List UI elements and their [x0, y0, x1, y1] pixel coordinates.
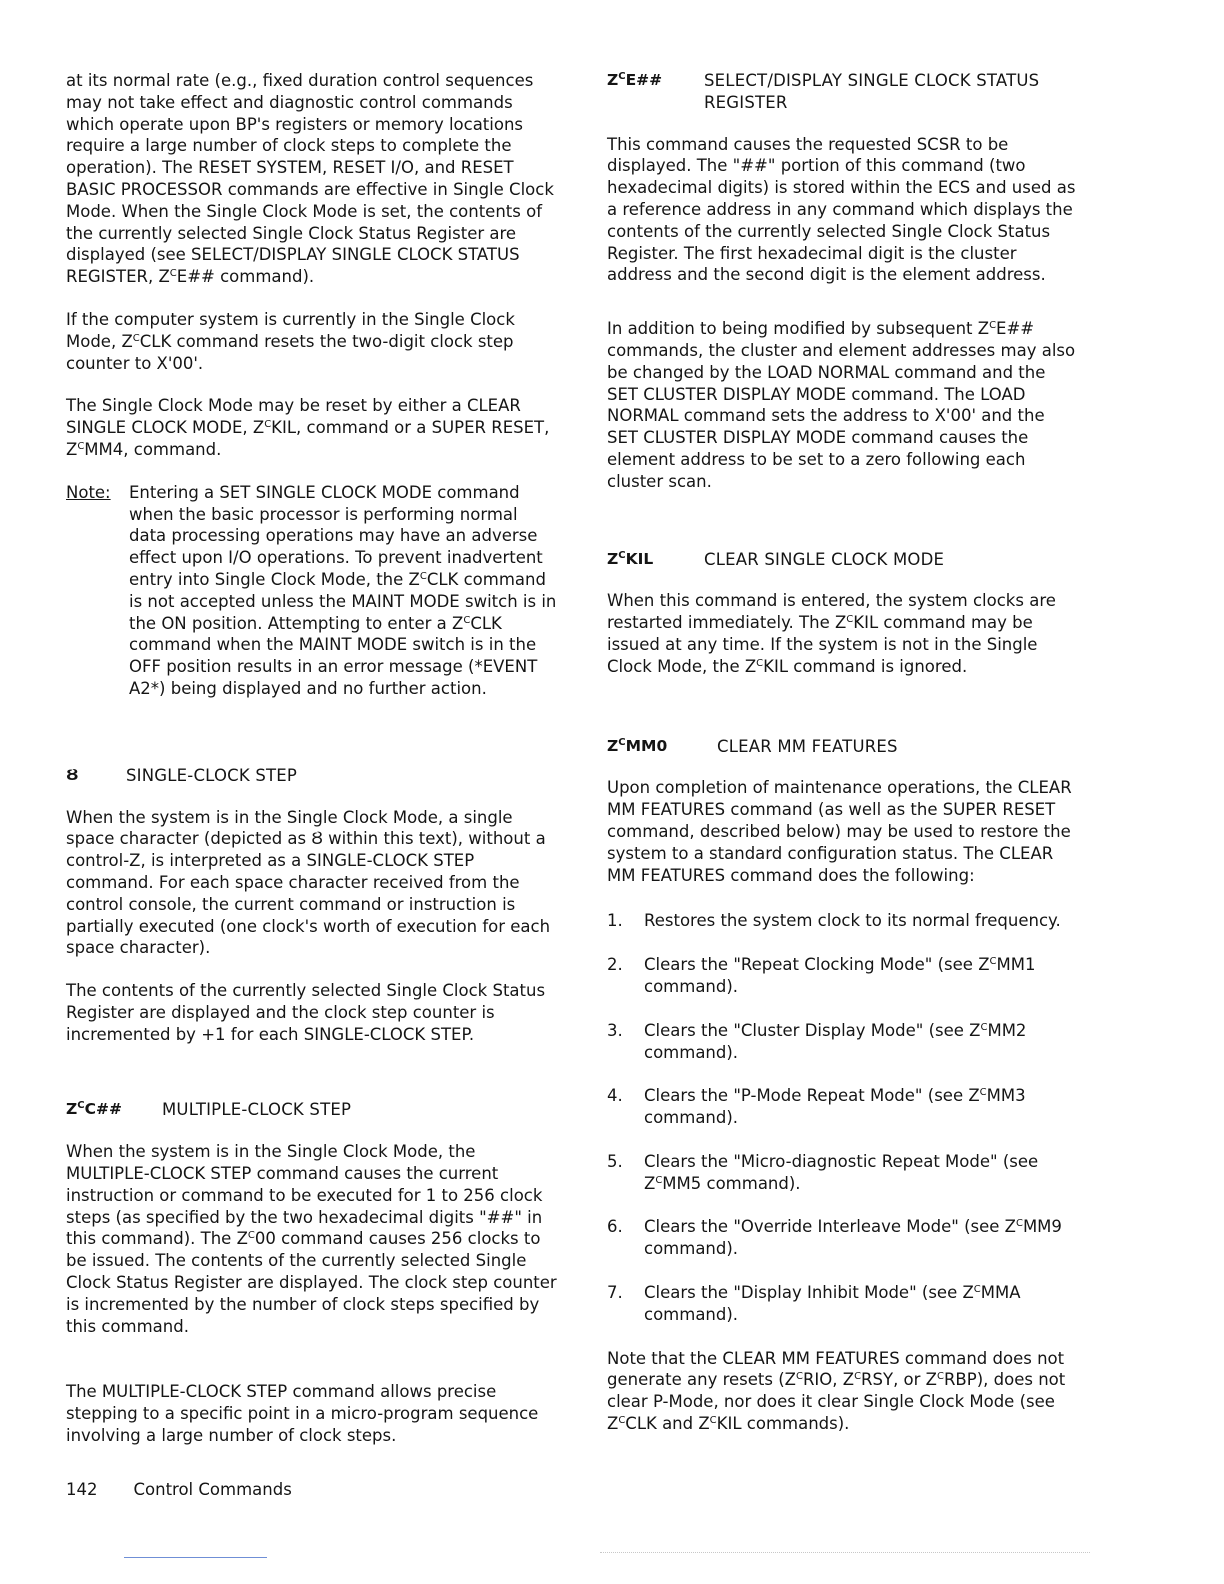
paragraph-multi-step-2: The MULTIPLE-CLOCK STEP command allows precise stepping to a specific point in a micro-program sequence involving a large number of clock steps.: [66, 1382, 539, 1446]
superscript: C: [979, 1087, 987, 1099]
text: RIO, Z: [802, 1370, 855, 1390]
text: E## command).: [176, 267, 315, 287]
paragraph-kil: [607, 590, 1077, 677]
superscript: C: [989, 956, 997, 968]
text: RBP), does not clear P-Mode, nor does it clear Single Clock Mode (see Z: [607, 1370, 1066, 1434]
text: CLK command when the MAINT MODE switch is in the OFF position results in an error message (*EVENT A2*) being displayed and no further action.: [129, 613, 538, 698]
item-text: [644, 1151, 1077, 1195]
item-text: [644, 1216, 1077, 1260]
item-number: 7.: [607, 1283, 623, 1303]
list-item: [607, 1151, 1077, 1195]
item-number: 5.: [607, 1151, 623, 1171]
kil-heading: [607, 549, 1077, 571]
text: Z: [607, 549, 619, 568]
item-number: 1.: [607, 911, 623, 931]
paragraph-multi-step-1: [66, 1141, 560, 1337]
text: MM5 command).: [662, 1173, 801, 1193]
list-item: [607, 1282, 1077, 1326]
superscript: C: [169, 268, 177, 280]
list-item: [607, 910, 1077, 932]
superscript: C: [618, 71, 626, 82]
superscript: C: [618, 736, 626, 748]
text: Clears the "Display Inhibit Mode" (see Z: [644, 1283, 974, 1303]
superscript: C: [854, 1371, 862, 1383]
superscript: C: [795, 1371, 803, 1383]
superscript: C: [973, 1284, 981, 1296]
paragraph-single-step-2: The contents of the currently selected Single Clock Status Register are displayed and the clock step counter is incremented by +1 for each SINGLE-CLOCK STEP.: [66, 981, 546, 1044]
item-number: 4.: [607, 1086, 623, 1106]
text: Z: [607, 71, 619, 89]
list-item: [607, 1085, 1077, 1129]
text: KIL command is ignored.: [763, 656, 968, 676]
superscript: C: [463, 614, 471, 626]
text: When this command is entered, the system clocks are restarted immediately. The Z: [607, 591, 1056, 633]
superscript: C: [77, 440, 85, 452]
mm0-feature-list: [607, 910, 1077, 1325]
divider: [124, 1557, 267, 1558]
text: KIL command may be issued at any time. If the system is not in the Single Clock Mode, the Z: [607, 613, 1038, 676]
text: In addition to being modified by subsequent Z: [607, 319, 990, 339]
text: CLK and Z: [625, 1414, 710, 1434]
left-column: [66, 70, 560, 1468]
paragraph-scsr-2: [607, 318, 1077, 492]
text: MM0: [625, 736, 668, 755]
text: 00 command causes 256 clocks to be issued. The contents of the currently selected Single Clock Status Register are displayed. The clock step counter is incremented by the number of clock steps specified by this command.: [66, 1229, 557, 1336]
note-label: Note:: [66, 482, 111, 502]
command-title: SELECT/DISPLAY SINGLE CLOCK STATUS REGISTER: [704, 71, 1040, 112]
list-item: [607, 1020, 1077, 1064]
superscript: C: [419, 570, 427, 582]
text: CLK command resets the two-digit clock step counter to X'00'.: [66, 331, 514, 373]
superscript: C: [980, 1021, 988, 1033]
note-block: [66, 482, 560, 700]
command-title: CLEAR MM FEATURES: [717, 736, 898, 756]
list-item: [607, 1216, 1077, 1260]
scan-artifact-divider: [600, 1552, 1090, 1553]
text: MM1 command).: [644, 955, 1036, 996]
item-text: [644, 954, 1077, 998]
paragraph-scsr-1: This command causes the requested SCSR to be displayed. The "##" portion of this command (two hexadecimal digits) is stored within the ECS and used as a reference address in any command which displays the contents of the currently selected Single Clock Status Register. The first hexadecimal digit is the cluster address and the second digit is the element address.: [607, 134, 1076, 285]
command-code: [607, 736, 717, 758]
item-text: [644, 1020, 1077, 1064]
paragraph-mm0-intro: Upon completion of maintenance operations, the CLEAR MM FEATURES command (as well as the SUPER RESET command, described below) may be used to restore the system to a standard configuration status. The CLEAR MM FEATURES command does the following:: [607, 778, 1072, 885]
section-name: Control Commands: [133, 1480, 292, 1499]
multiple-clock-step-heading: [66, 1099, 560, 1121]
note-text: [129, 482, 560, 700]
text: Z: [66, 1100, 78, 1119]
text: MM9 command).: [644, 1217, 1062, 1259]
text: Clears the "Cluster Display Mode" (see Z: [644, 1020, 981, 1040]
text: Clears the "Override Interleave Mode" (see Z: [644, 1217, 1016, 1237]
superscript: C: [247, 1230, 255, 1242]
command-code: [607, 549, 704, 571]
superscript: C: [756, 657, 764, 669]
text: If the computer system is currently in the Single Clock Mode, Z: [66, 309, 515, 351]
superscript: C: [264, 419, 272, 431]
text: Z: [607, 736, 619, 755]
item-text: [644, 1282, 1077, 1326]
superscript: C: [132, 332, 140, 344]
command-code: [66, 1099, 162, 1121]
item-number: 3.: [607, 1020, 623, 1040]
text: KIL commands).: [716, 1414, 850, 1434]
superscript: C: [655, 1174, 663, 1186]
text: C##: [84, 1100, 122, 1119]
paragraph-single-step-1: When the system is in the Single Clock Mode, a single space character (depicted as Ȣ within this text), without a control-Z, is interpreted as a SINGLE-CLOCK STEP command. For each space character received from the control console, the current command or instruction is partially executed (one clock's worth of execution for each space character).: [66, 807, 551, 958]
command-code: Ȣ: [66, 765, 79, 784]
superscript: C: [1015, 1218, 1023, 1230]
paragraph-single-clock-intro: [66, 70, 560, 288]
paragraph-clk-reset: [66, 309, 560, 374]
text: E## commands, the cluster and element addresses may also be changed by the LOAD NORMAL command and the SET CLUSTER DISPLAY MODE command. The LOAD NORMAL command sets the address to X'00' and the SET CLUSTER DISPLAY MODE command causes the element address to be set to a zero following each cluster scan.: [607, 319, 1076, 491]
command-title: MULTIPLE-CLOCK STEP: [162, 1100, 352, 1120]
command-title: CLEAR SINGLE CLOCK MODE: [704, 549, 945, 569]
text: Restores the system clock to its normal frequency.: [644, 911, 1061, 931]
superscript: C: [989, 320, 997, 332]
text: MM4, command.: [84, 439, 222, 459]
mm0-heading: [607, 736, 1077, 758]
text: E##: [625, 71, 663, 89]
text: When the system is in the Single Clock Mode, the MULTIPLE-CLOCK STEP command causes the current instruction or command to be executed for 1 to 256 clock steps (as specified by the two hexadecimal digits "##" in this command). The Z: [66, 1142, 543, 1249]
item-number: 2.: [607, 955, 623, 975]
text: The Single Clock Mode may be reset by either a CLEAR SINGLE CLOCK MODE, Z: [66, 396, 521, 438]
text: Clears the "P-Mode Repeat Mode" (see Z: [644, 1086, 980, 1106]
text: KIL, command or a SUPER RESET, Z: [66, 418, 550, 459]
text: CLK command is not accepted unless the MAINT MODE switch is in the ON position. Attempting to enter a Z: [129, 569, 557, 633]
superscript: C: [709, 1415, 717, 1427]
right-column: [607, 70, 1077, 1456]
superscript: C: [618, 549, 626, 561]
item-text: [644, 910, 1077, 932]
text: RSY, or Z: [861, 1370, 937, 1390]
text: at its normal rate (e.g., fixed duration control sequences may not take effect and diagnostic control commands which operate upon BP's registers or memory locations require a large number of clock steps to complete the operation). The RESET SYSTEM, RESET I/O, and RESET BASIC PROCESSOR commands are effective in Single Clock Mode. When the Single Clock Mode is set, the contents of the currently selected Single Clock Status Register are displayed (see SELECT/DISPLAY SINGLE CLOCK STATUS REGISTER, Z: [66, 71, 554, 287]
paragraph-mode-reset: [66, 395, 560, 460]
item-text: [644, 1085, 1077, 1129]
single-clock-step-heading: [66, 765, 560, 787]
page-number: 142: [66, 1480, 98, 1499]
command-code: [607, 70, 704, 92]
text: Clears the "Repeat Clocking Mode" (see Z: [644, 955, 990, 975]
superscript: C: [846, 614, 854, 626]
superscript: C: [77, 1100, 85, 1112]
item-number: 6.: [607, 1217, 623, 1237]
superscript: C: [936, 1371, 944, 1383]
command-title: SINGLE-CLOCK STEP: [126, 765, 298, 785]
text: Note that the CLEAR MM FEATURES command does not generate any resets (Z: [607, 1348, 1065, 1390]
text: Entering a SET SINGLE CLOCK MODE command when the basic processor is performing normal data processing operations may have an adverse effect upon I/O operations. To prevent inadvertent entry into Single Clock Mode, the Z: [129, 482, 543, 589]
scsr-heading: [607, 70, 1077, 114]
text: KIL: [625, 549, 654, 568]
text: MM3 command).: [644, 1086, 1026, 1128]
list-item: [607, 954, 1077, 998]
text: MMA command).: [644, 1283, 1021, 1324]
text: MM2 command).: [644, 1020, 1027, 1062]
paragraph-mm0-note: [607, 1348, 1077, 1435]
page-footer: [66, 1479, 292, 1501]
text: Clears the "Micro-diagnostic Repeat Mode" (see Z: [644, 1151, 1039, 1193]
superscript: C: [618, 1415, 626, 1427]
